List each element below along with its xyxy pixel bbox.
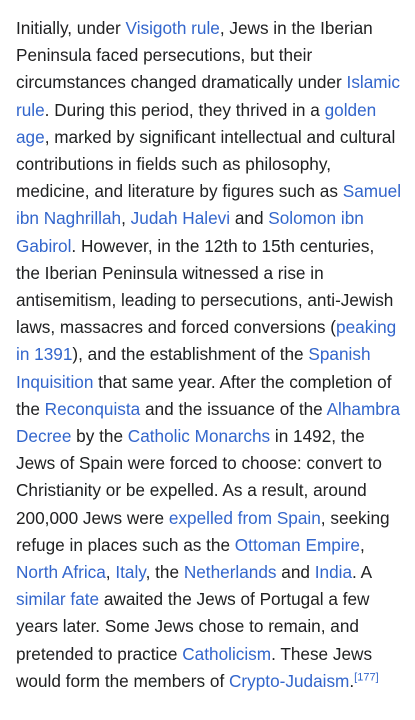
link-peaking-in-1391[interactable]: peaking in 1391: [16, 317, 397, 365]
link-netherlands[interactable]: Netherlands: [183, 562, 277, 583]
paragraph-text: and: [230, 208, 269, 229]
link-catholicism[interactable]: Catholicism: [182, 643, 272, 664]
paragraph-text: Initially, under: [16, 18, 126, 38]
paragraph-text: . These Jews would form the members of: [16, 643, 373, 691]
citation-link-177[interactable]: [177]: [354, 671, 379, 684]
paragraph-text: awaited the Jews of Portugal a few years later. Some Jews chose to remain, and pretended to practice: [16, 589, 370, 664]
paragraph-text: ,: [105, 562, 116, 583]
link-india[interactable]: India: [314, 562, 353, 583]
link-expelled-from-spain[interactable]: expelled from Spain: [168, 507, 321, 528]
paragraph-text: , marked by significant intellectual and cultural contributions in fields such as philosophy, medicine, and literature by figures such as: [16, 126, 396, 202]
paragraph-text: , seeking refuge in places such as the: [16, 507, 390, 555]
paragraph-text: . However, in the 12th to 15th centuries, the Iberian Peninsula witnessed a rise in antisemitism, leading to persecutions, anti-Jewish laws, massacres and forced conversions (: [16, 235, 394, 338]
paragraph-text: and: [276, 562, 315, 583]
link-ottoman-empire[interactable]: Ottoman Empire: [234, 534, 360, 555]
paragraph-text: .: [349, 670, 355, 691]
paragraph-text: ), and the establishment of the: [72, 344, 309, 365]
link-alhambra-decree[interactable]: Alhambra Decree: [16, 398, 401, 447]
paragraph-text: . During this period, they thrived in a: [44, 99, 325, 120]
link-north-africa[interactable]: North Africa: [16, 562, 106, 583]
paragraph-text: ,: [359, 534, 365, 555]
link-spanish-inquisition[interactable]: Spanish Inquisition: [16, 344, 371, 392]
link-similar-fate[interactable]: similar fate: [16, 589, 100, 610]
link-reconquista[interactable]: Reconquista: [44, 398, 141, 419]
link-samuel-ibn-naghrillah[interactable]: Samuel ibn Naghrillah: [16, 181, 402, 229]
link-visigoth-rule[interactable]: Visigoth rule: [125, 18, 220, 38]
paragraph-text: , Jews in the Iberian Peninsula faced persecutions, but their circumstances changed dramatically under: [16, 18, 373, 93]
paragraph-text: in 1492, the Jews of Spain were forced to choose: convert to Christianity or be expelled. As a result, around 200,000 Jews were: [16, 426, 382, 528]
link-judah-halevi[interactable]: Judah Halevi: [130, 208, 231, 229]
link-solomon-ibn-gabirol[interactable]: Solomon ibn Gabirol: [16, 208, 364, 256]
paragraph-text: . A: [352, 562, 372, 583]
paragraph-text: ,: [121, 208, 131, 229]
link-crypto-judaism[interactable]: Crypto-Judaism: [229, 670, 350, 691]
paragraph-text: and the issuance of the: [140, 398, 327, 419]
paragraph-text: by the: [71, 426, 128, 447]
paragraph-text: , the: [145, 562, 184, 583]
article-paragraph: [16, 15, 401, 695]
link-italy[interactable]: Italy: [115, 562, 146, 583]
paragraph-text: that same year. After the completion of the: [16, 371, 392, 419]
link-golden-age[interactable]: golden age: [16, 99, 377, 147]
link-catholic-monarchs[interactable]: Catholic Monarchs: [127, 426, 271, 447]
link-islamic-rule[interactable]: Islamic rule: [16, 72, 401, 120]
citation-ref: [354, 671, 378, 683]
